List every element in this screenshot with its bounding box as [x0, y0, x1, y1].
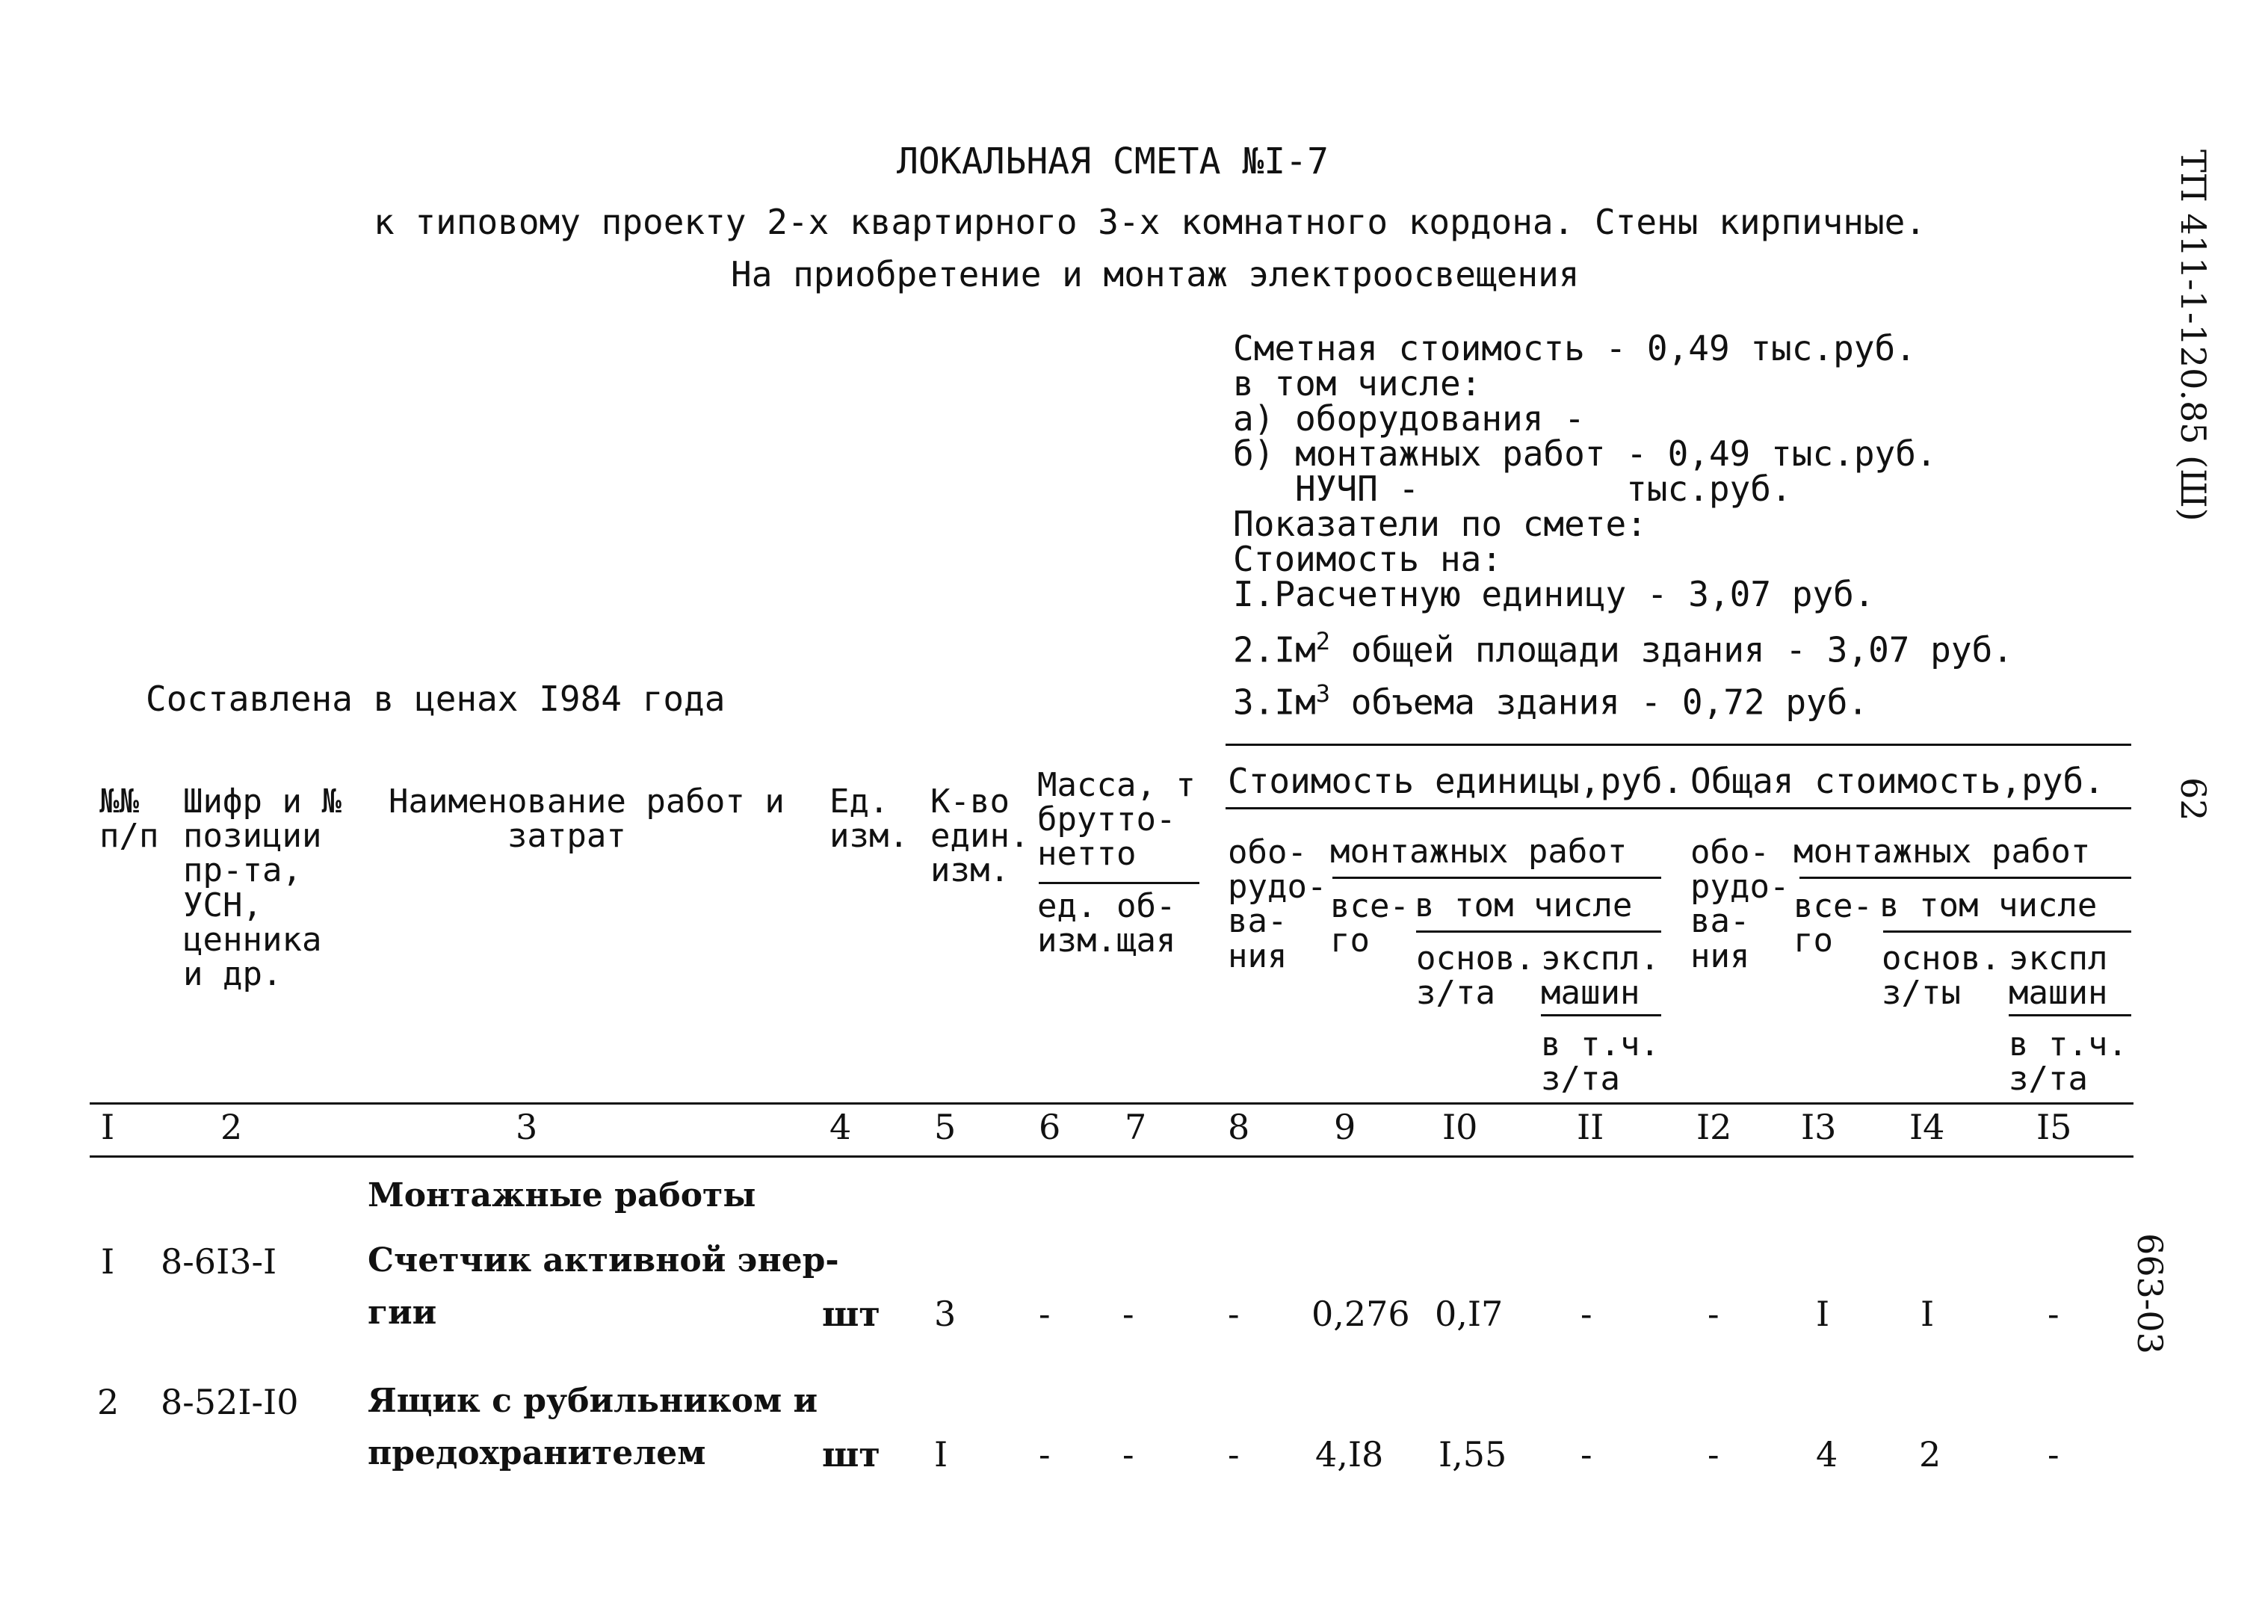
- row-c7: -: [1122, 1294, 1134, 1334]
- row-code: 8-6I3-I: [161, 1241, 277, 1282]
- area-cost-text: общей площади здания - 3,07 руб.: [1330, 629, 2013, 670]
- row-name: Ящик с рубильником и: [368, 1382, 818, 1420]
- summary-mounting: б) монтажных работ - 0,49 тыс.руб.: [1233, 433, 1937, 474]
- row-c13: I: [1816, 1294, 1830, 1334]
- header-machine-op: экспл. машин: [1541, 939, 1660, 1013]
- header-row-number: №№ п/п: [99, 782, 159, 856]
- header-incl-wage: в т.ч. з/та: [1541, 1025, 1660, 1099]
- header-total-cost: Общая стоимость,руб.: [1690, 761, 2104, 801]
- summary-including: в том числе:: [1233, 363, 1482, 404]
- header-code: Шифр и № позиции пр-та, УСН, ценника и др.: [183, 782, 342, 993]
- machine-rule-1: [1541, 1014, 1661, 1016]
- page-title: ЛОКАЛЬНАЯ СМЕТА №I-7: [897, 141, 1329, 182]
- album-code: 663-03: [2130, 1233, 2170, 1354]
- machine-rule-2: [2009, 1014, 2131, 1016]
- row-c15: -: [2048, 1294, 2060, 1334]
- document-subtitle: к типовому проекту 2-х квартирного 3-х комнатного кордона. Стены кирпичные.: [374, 202, 1926, 242]
- col-number: II: [1577, 1107, 1604, 1147]
- area-cost-prefix: 2.Iм: [1233, 629, 1316, 670]
- row-c11: -: [1581, 1434, 1592, 1475]
- row-c13: 4: [1816, 1434, 1838, 1475]
- header-base-wage: основ. з/та: [1416, 939, 1535, 1013]
- row-c7: -: [1122, 1434, 1134, 1475]
- col-number: 4: [829, 1107, 852, 1147]
- col-number: 3: [516, 1107, 538, 1147]
- table-top-rule: [1226, 744, 2131, 746]
- col-number: 8: [1228, 1107, 1250, 1147]
- row-c9: 4,I8: [1315, 1434, 1384, 1475]
- row-c10: I,55: [1439, 1434, 1507, 1475]
- row-c15: -: [2048, 1434, 2060, 1475]
- header-mass: Масса, т брутто- нетто: [1037, 766, 1196, 874]
- volume-cost-prefix: 3.Iм: [1233, 682, 1316, 723]
- mount-rule-1: [1332, 877, 1661, 879]
- header-including-2: в том числе: [1879, 886, 2098, 924]
- row-c14: I: [1921, 1294, 1935, 1334]
- header-mount-works-2: монтажных работ: [1793, 833, 2091, 871]
- row-name-cont: предохранителем: [368, 1434, 706, 1472]
- unit-cost-rule: [1226, 807, 2131, 809]
- col-number: 9: [1334, 1107, 1356, 1147]
- incl-rule-2: [1883, 930, 2131, 933]
- row-c11: -: [1581, 1294, 1592, 1334]
- summary-indicators: Показатели по смете:: [1233, 504, 1647, 544]
- volume-cost-exponent: 3: [1315, 679, 1331, 708]
- header-equipment: обо- рудо- ва- ния: [1228, 833, 1327, 975]
- col-number: I2: [1696, 1107, 1732, 1147]
- page-number: 62: [2173, 777, 2213, 821]
- summary-unit-cost: I.Расчетную единицу - 3,07 руб.: [1233, 574, 1875, 614]
- header-total-2: все- го: [1793, 887, 1873, 960]
- header-including: в том числе: [1415, 886, 1633, 924]
- col-number: 5: [934, 1107, 957, 1147]
- volume-cost-text: объема здания - 0,72 руб.: [1330, 682, 1869, 723]
- col-number: I5: [2036, 1107, 2072, 1147]
- section-title: Монтажные работы: [368, 1176, 756, 1214]
- header-incl-wage-2: в т.ч. з/та: [2009, 1025, 2128, 1099]
- row-c9: 0,276: [1311, 1294, 1410, 1334]
- header-machine-op-2: экспл машин: [2009, 939, 2108, 1013]
- col-number: I: [101, 1107, 115, 1147]
- row-unit: шт: [822, 1434, 880, 1475]
- row-number: I: [101, 1241, 115, 1282]
- header-mass-unit: ед. об- изм.щая: [1037, 887, 1176, 960]
- area-cost-exponent: 2: [1315, 627, 1331, 655]
- row-number: 2: [97, 1382, 120, 1422]
- row-unit: шт: [822, 1294, 880, 1334]
- row-name: Счетчик активной энер-: [368, 1241, 839, 1279]
- header-equipment-2: обо- рудо- ва- ния: [1690, 833, 1790, 975]
- row-c12: -: [1708, 1294, 1719, 1334]
- col-numbers-rule: [90, 1155, 2133, 1158]
- col-number: I0: [1442, 1107, 1478, 1147]
- summary-nuchp: НУЧП - тыс.руб.: [1295, 469, 1792, 509]
- header-work-name: Наименование работ и затрат: [389, 782, 785, 856]
- col-number: 6: [1039, 1107, 1061, 1147]
- row-c6: -: [1039, 1294, 1051, 1334]
- header-base-wage-2: основ. з/ты: [1882, 939, 2000, 1013]
- row-c8: -: [1228, 1294, 1240, 1334]
- incl-rule-1: [1416, 930, 1661, 933]
- summary-area-cost: [1233, 627, 2013, 670]
- col-number: I4: [1909, 1107, 1945, 1147]
- mount-rule-2: [1799, 877, 2131, 879]
- row-qty: I: [934, 1434, 948, 1475]
- row-c8: -: [1228, 1434, 1240, 1475]
- summary-volume-cost: [1233, 679, 1869, 723]
- header-unit: Ед. изм.: [829, 782, 909, 856]
- project-code: ТП 411-1-120.85 (Ш): [2173, 149, 2213, 522]
- row-name-cont: гии: [368, 1294, 437, 1332]
- header-total: все- го: [1330, 887, 1409, 960]
- col-number: I3: [1801, 1107, 1837, 1147]
- prices-note: Составлена в ценах I984 года: [146, 679, 726, 719]
- estimated-cost: Сметная стоимость - 0,49 тыс.руб.: [1233, 328, 1916, 368]
- row-c6: -: [1039, 1434, 1051, 1475]
- summary-equipment: а) оборудования -: [1233, 398, 1585, 439]
- col-number: 2: [220, 1107, 243, 1147]
- row-qty: 3: [934, 1294, 957, 1334]
- header-unit-cost: Стоимость единицы,руб.: [1228, 761, 1684, 801]
- header-bottom-rule: [90, 1102, 2133, 1105]
- row-c14: 2: [1919, 1434, 1941, 1475]
- document-subtitle-2: На приобретение и монтаж электроосвещения: [731, 254, 1580, 294]
- mass-rule: [1039, 882, 1199, 884]
- row-code: 8-52I-I0: [161, 1382, 299, 1422]
- col-number: 7: [1125, 1107, 1147, 1147]
- header-quantity: К-во един. изм.: [930, 782, 1030, 890]
- row-c10: 0,I7: [1435, 1294, 1504, 1334]
- header-mount-works: монтажных работ: [1330, 833, 1628, 871]
- summary-cost-per: Стоимость на:: [1233, 539, 1503, 579]
- row-c12: -: [1708, 1434, 1719, 1475]
